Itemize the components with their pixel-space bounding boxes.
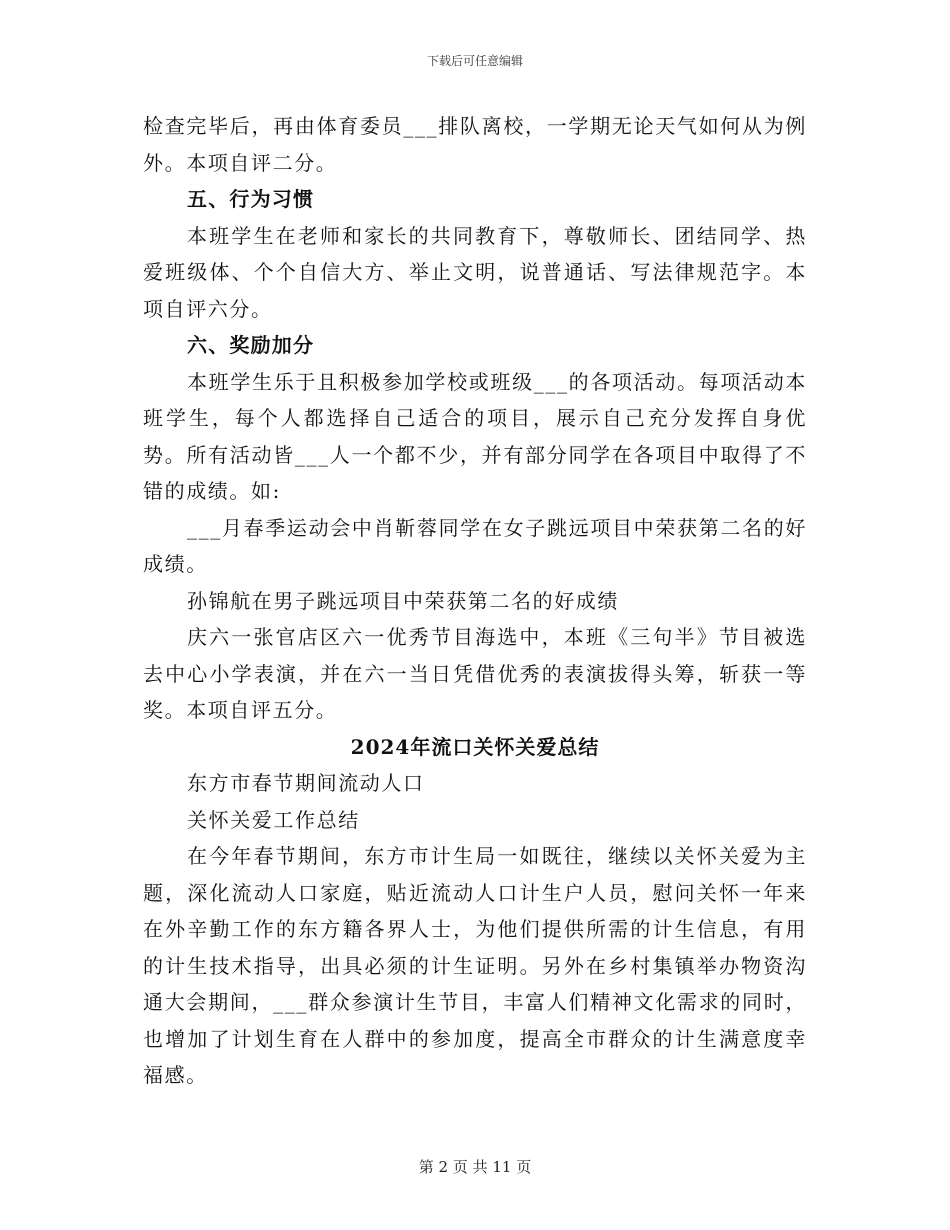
paragraph-4: ___月春季运动会中肖靳蓉同学在女子跳远项目中荣获第二名的好成绩。 [143,515,807,576]
page-footer: 第 2 页 共 11 页 [418,1158,532,1176]
paragraph-1: 检查完毕后，再由体育委员___排队离校，一学期无论天气如何从为例外。本项自评二分。 [143,114,807,175]
paragraph-3: 本班学生乐于且积极参加学校或班级___的各项活动。每项活动本班学生，每个人都选择自己适合的项目，展示自己充分发挥自身优势。所有活动皆___人一个都不少，并有部分同学在各项目中取得了不错的成绩。如: [143,369,807,503]
paragraph-8: 关怀关爱工作总结 [187,807,360,832]
paragraph-9: 在今年春节期间，东方市计生局一如既往，继续以关怀关爱为主题，深化流动人口家庭，贴近流动人口计生户人员，慰问关怀一年来在外辛勤工作的东方籍各界人士，为他们提供所需的计生信息，有用的计生技术指导，出具必须的计生证明。另外在乡村集镇举办物资沟通大会期间，___群众参演计生节目，丰富人们精神文化需求的同时，也增加了计划生育在人群中的参加度，提高全市群众的计生满意度幸福感。 [143,844,807,1087]
document-title: 2024年流口关怀关爱总结 [350,734,600,759]
section-heading-6: 六、奖励加分 [187,333,315,357]
paragraph-2: 本班学生在老师和家长的共同教育下，尊敬师长、团结同学、热爱班级体、个个自信大方、举止文明，说普通话、写法律规范字。本项自评六分。 [143,223,807,321]
paragraph-7: 东方市春节期间流动人口 [187,771,425,795]
paragraph-6: 庆六一张官店区六一优秀节目海选中，本班《三句半》节目被选去中心小学表演，并在六一当日凭借优秀的表演拔得头筹，斩获一等奖。本项自评五分。 [143,625,807,722]
section-heading-5: 五、行为习惯 [187,187,315,211]
document-body [143,108,807,1094]
paragraph-5: 孙锦航在男子跳远项目中荣获第二名的好成绩 [187,588,619,613]
page-header: 下载后可任意编辑 [426,54,523,68]
